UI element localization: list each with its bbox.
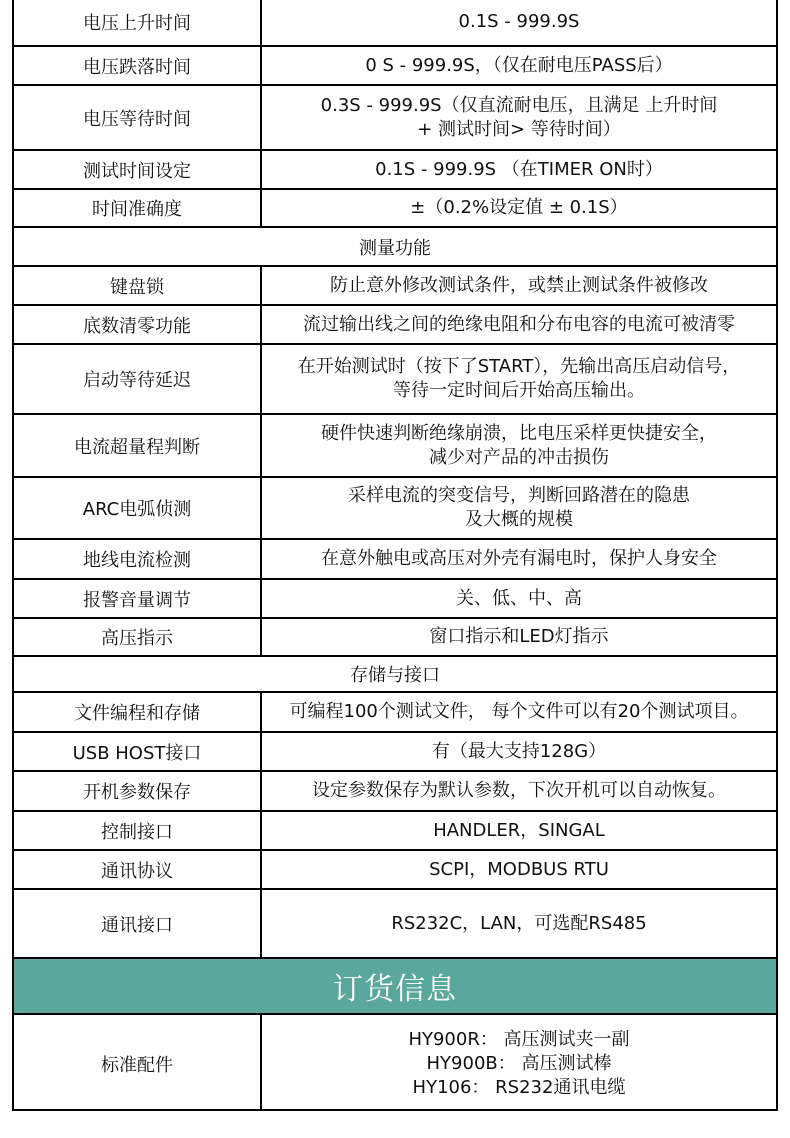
spec-value	[262, 306, 776, 343]
spec-row	[14, 306, 776, 345]
spec-value	[262, 812, 776, 849]
spec-value	[262, 0, 776, 45]
spec-value-line: 0 S - 999.9S，（仅在耐电压PASS后）	[365, 54, 673, 76]
spec-value	[262, 86, 776, 149]
spec-value-line: HANDLER，SINGAL	[433, 819, 605, 841]
spec-value-line: 0.1S - 999.9S	[458, 11, 580, 32]
spec-value-line: + 测试时间> 等待时间）	[417, 118, 621, 140]
spec-value-line: 流过输出线之间的绝缘电阻和分布电容的电流可被清零	[303, 313, 735, 335]
accessory-item: HY900B： 高压测试棒	[426, 1053, 612, 1074]
order-info-title: 订货信息	[333, 972, 457, 1007]
spec-value-line: 等待一定时间后开始高压输出。	[393, 380, 645, 401]
spec-value-line: 有（最大支持128G）	[431, 740, 607, 762]
spec-value	[262, 190, 776, 226]
spec-table	[12, 0, 778, 1111]
spec-value-line: 防止意外修改测试条件，或禁止测试条件被修改	[330, 274, 708, 296]
spec-label: 文件编程和存储	[14, 693, 262, 731]
spec-row	[14, 415, 776, 478]
spec-row	[14, 151, 776, 190]
spec-label: 地线电流检测	[14, 540, 262, 578]
spec-label: USB HOST接口	[14, 733, 262, 770]
spec-value	[262, 890, 776, 957]
spec-row	[14, 772, 776, 812]
spec-row	[14, 890, 776, 959]
spec-value	[262, 580, 776, 617]
spec-row	[14, 580, 776, 619]
spec-value-line: ±（0.2%设定值 ± 0.1S）	[410, 197, 628, 218]
spec-value	[262, 772, 776, 810]
spec-row	[14, 851, 776, 890]
spec-value-line: SCPI，MODBUS RTU	[429, 858, 609, 880]
spec-value	[262, 415, 776, 476]
section-header-row	[14, 228, 776, 267]
spec-value-line: 硬件快速判断绝缘崩溃，比电压采样更快捷安全，	[321, 422, 717, 444]
spec-value-line: RS232C，LAN，可选配RS485	[391, 912, 647, 934]
spec-label: 报警音量调节	[14, 580, 262, 617]
spec-value-line: 可编程100个测试文件， 每个文件可以有20个测试项目。	[289, 701, 749, 722]
spec-row	[14, 345, 776, 415]
spec-label: 测试时间设定	[14, 151, 262, 188]
spec-row	[14, 619, 776, 657]
order-label: 标准配件	[14, 1015, 262, 1111]
accessory-item: HY900R： 高压测试夹一副	[408, 1029, 630, 1050]
spec-label: 通讯接口	[14, 890, 262, 957]
spec-value-line: 关、低、中、高	[456, 587, 582, 609]
spec-value	[262, 619, 776, 655]
section-title: 测量功能	[359, 237, 431, 259]
spec-row	[14, 812, 776, 851]
spec-value-line: 及大概的规模	[465, 509, 573, 530]
spec-value	[262, 540, 776, 578]
spec-value	[262, 47, 776, 84]
spec-row	[14, 267, 776, 306]
spec-label: 时间准确度	[14, 190, 262, 226]
spec-label: 启动等待延迟	[14, 345, 262, 413]
order-value	[262, 1015, 776, 1111]
spec-row	[14, 0, 776, 47]
spec-row	[14, 478, 776, 540]
section-header-row	[14, 657, 776, 693]
spec-label: ARC电弧侦测	[14, 478, 262, 538]
spec-value	[262, 478, 776, 538]
spec-value-line: 设定参数保存为默认参数，下次开机可以自动恢复。	[312, 780, 726, 801]
spec-value	[262, 693, 776, 731]
spec-label: 键盘锁	[14, 267, 262, 304]
spec-value	[262, 733, 776, 770]
spec-value-line: 减少对产品的冲击损伤	[429, 446, 609, 468]
spec-value-line: 窗口指示和LED灯指示	[429, 626, 609, 647]
spec-label: 电压跌落时间	[14, 47, 262, 84]
spec-row	[14, 733, 776, 772]
spec-value-line: 在意外触电或高压对外壳有漏电时，保护人身安全	[321, 548, 717, 569]
spec-row	[14, 693, 776, 733]
spec-value	[262, 851, 776, 888]
spec-value	[262, 345, 776, 413]
section-title: 存储与接口	[350, 665, 440, 686]
spec-label: 电压等待时间	[14, 86, 262, 149]
order-row	[14, 1015, 776, 1111]
spec-row	[14, 540, 776, 580]
spec-label: 通讯协议	[14, 851, 262, 888]
spec-label: 高压指示	[14, 619, 262, 655]
spec-row	[14, 86, 776, 151]
spec-label: 电压上升时间	[14, 0, 262, 45]
spec-row	[14, 47, 776, 86]
accessory-item: HY106： RS232通讯电缆	[412, 1077, 626, 1098]
spec-label: 开机参数保存	[14, 772, 262, 810]
spec-value-line: 0.1S - 999.9S （在TIMER ON时）	[375, 158, 663, 180]
spec-value-line: 采样电流的突变信号，判断回路潜在的隐患	[348, 485, 690, 506]
spec-label: 电流超量程判断	[14, 415, 262, 476]
spec-value	[262, 267, 776, 304]
order-info-header	[14, 959, 776, 1015]
spec-label: 控制接口	[14, 812, 262, 849]
spec-value-line: 0.3S - 999.9S（仅直流耐电压，且满足 上升时间	[320, 94, 718, 116]
spec-value	[262, 151, 776, 188]
spec-value-line: 在开始测试时（按下了START），先输出高压启动信号，	[297, 356, 741, 377]
spec-row	[14, 190, 776, 228]
spec-label: 底数清零功能	[14, 306, 262, 343]
